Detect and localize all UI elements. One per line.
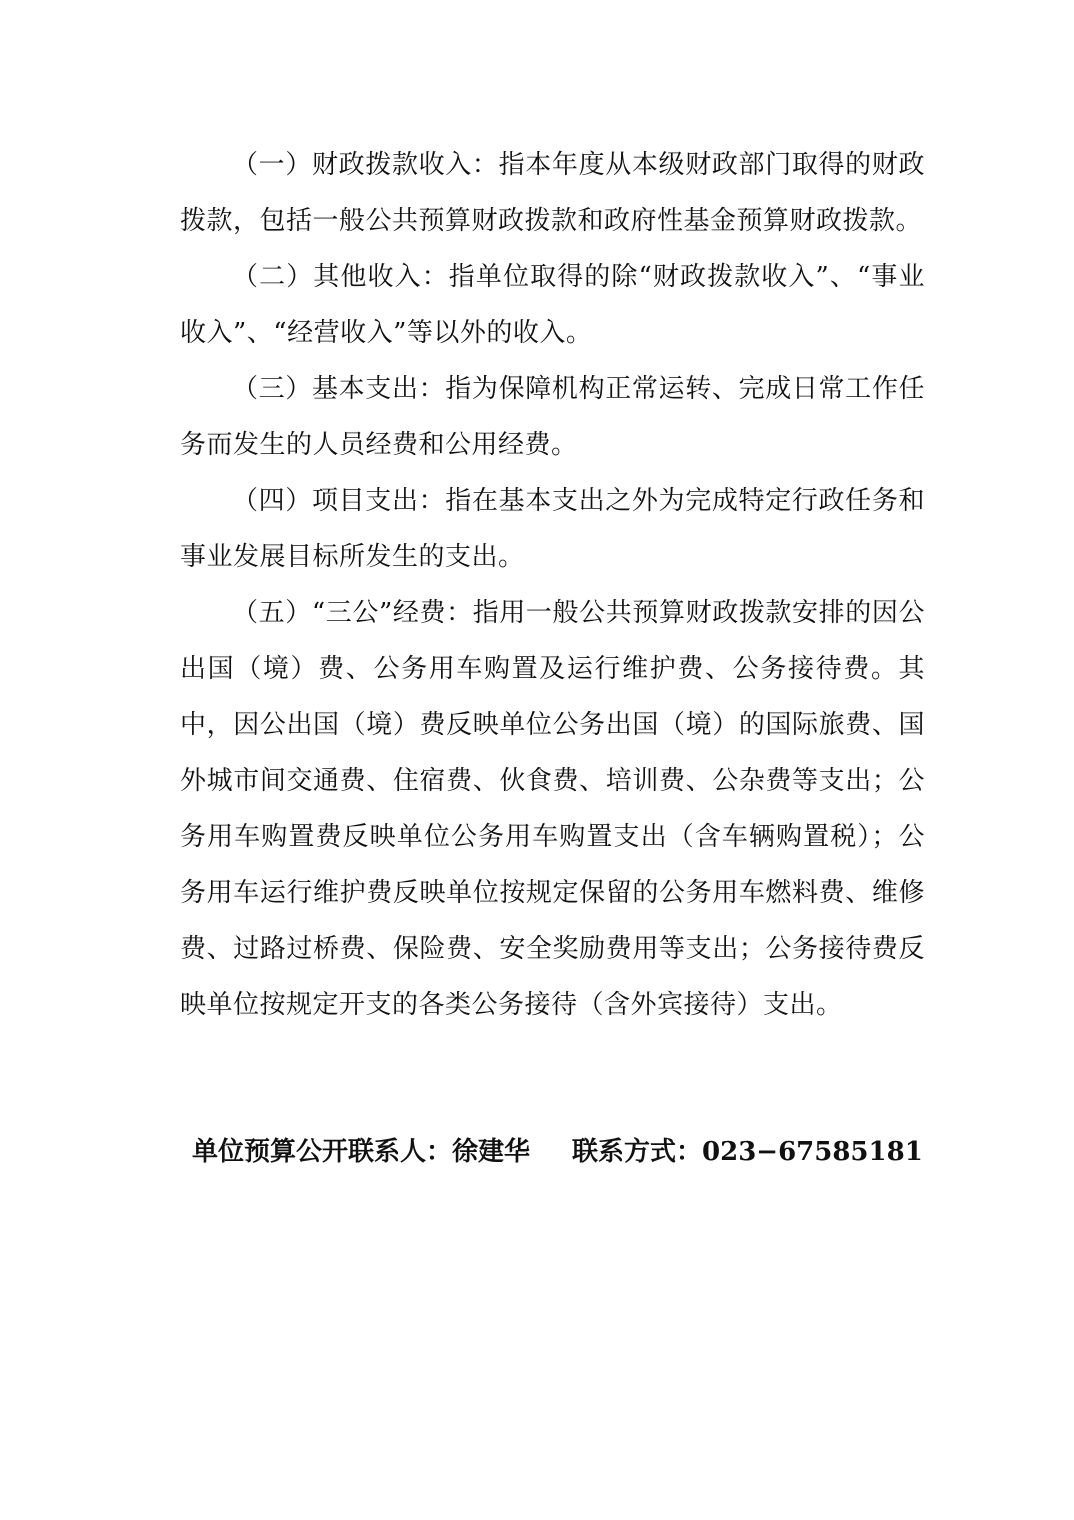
contact-person: 单位预算公开联系人：徐建华 [192, 1137, 531, 1167]
paragraph-project-expenditure: （四）项目支出：指在基本支出之外为完成特定行政任务和事业发展目标所发生的支出。 [180, 486, 925, 572]
contact-phone: 联系方式：023−67585181 [572, 1137, 923, 1167]
paragraph-other-income: （二）其他收入：指单位取得的除“财政拨款收入”、“事业收入”、“经营收入”等以外的收入。 [180, 262, 925, 348]
paragraph-fiscal-appropriation-income: （一）财政拨款收入：指本年度从本级财政部门取得的财政拨款，包括一般公共预算财政拨款和政府性基金预算财政拨款。 [180, 150, 925, 236]
document-body [180, 137, 925, 1033]
paragraph-three-public-expenses: （五）“三公”经费：指用一般公共预算财政拨款安排的因公出国（境）费、公务用车购置及运行维护费、公务接待费。其中，因公出国（境）费反映单位公务出国（境）的国际旅费、国外城市间交通费、住宿费、伙食费、培训费、公杂费等支出；公务用车购置费反映单位公务用车购置支出（含车辆购置税）；公务用车运行维护费反映单位按规定保留的公务用车燃料费、维修费、过路过桥费、保险费、安全奖励费用等支出；公务接待费反映单位按规定开支的各类公务接待（含外宾接待）支出。 [180, 598, 925, 1020]
contact-line [192, 1130, 952, 1174]
paragraph-basic-expenditure: （三）基本支出：指为保障机构正常运转、完成日常工作任务而发生的人员经费和公用经费。 [180, 374, 925, 460]
